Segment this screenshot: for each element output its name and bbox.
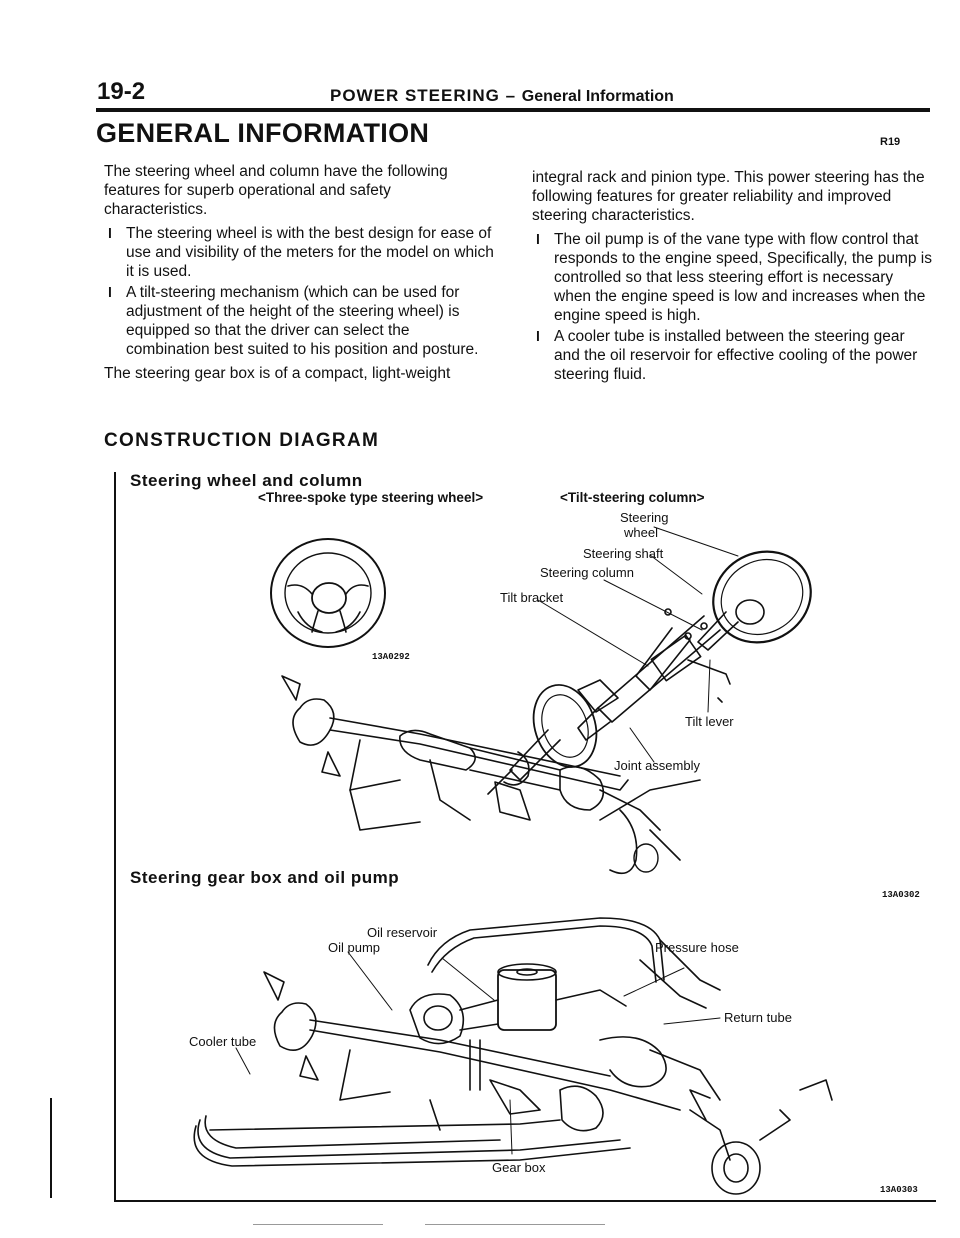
running-title-subsection: General Information	[521, 88, 674, 105]
bullet-glyph: l	[536, 231, 540, 247]
figure-code: 13A0303	[880, 1185, 918, 1195]
bullet-text: A cooler tube is installed between the steering gear and the oil reservoir for effective cooling of the power steering fluid.	[554, 328, 918, 383]
bullet-glyph: l	[536, 328, 540, 344]
label-cooler-tube: Cooler tube	[189, 1034, 257, 1049]
right-intro-paragraph: integral rack and pinion type. This power steering has the following features for greater reliability and improved steering characteristics.	[532, 169, 925, 224]
bullet-glyph: l	[108, 284, 112, 300]
left-intro-paragraph: The steering wheel and column have the following features for superb operational and safety characteristics.	[104, 163, 448, 218]
running-title-section: POWER STEERING	[330, 86, 500, 105]
diagram-subheading-gear-box-oil-pump: Steering gear box and oil pump	[130, 868, 400, 887]
figure-code: 13A0292	[372, 652, 410, 662]
label-steering-shaft: Steering shaft	[583, 546, 664, 561]
main-heading: GENERAL INFORMATION	[96, 118, 430, 148]
label-tilt-bracket: Tilt bracket	[500, 590, 564, 605]
label-gear-box: Gear box	[492, 1160, 546, 1175]
label-steering-wheel-line1: Steering	[620, 510, 669, 525]
tilt-steering-column-illustration	[488, 535, 827, 794]
bullet-text: The oil pump is of the vane type with flow control that responds to the engine speed, Specifically, the pump is controlled so that less steering effort is necessary when the engine speed is low and increases when the engine speed is high.	[554, 231, 932, 324]
label-tilt-lever: Tilt lever	[685, 714, 734, 729]
reference-code: R19	[880, 136, 901, 148]
label-oil-pump: Oil pump	[328, 940, 381, 955]
bullet-text: The steering wheel is with the best design for ease of use and visibility of the meters for the model on which it is used.	[126, 225, 494, 280]
label-oil-reservoir: Oil reservoir	[367, 925, 438, 940]
label-pressure-hose: Pressure hose	[655, 940, 739, 955]
running-title-dash: –	[505, 86, 517, 105]
caption-tilt-steering-column: <Tilt-steering column>	[560, 490, 705, 505]
label-steering-wheel-line2: wheel	[624, 525, 658, 540]
label-joint-assembly: Joint assembly	[614, 758, 700, 773]
left-closing-paragraph: The steering gear box is of a compact, light-weight	[104, 365, 451, 382]
leader-lines	[236, 527, 738, 1154]
three-spoke-steering-wheel-illustration	[271, 539, 385, 647]
page-number: 19-2	[97, 78, 146, 105]
section-heading: CONSTRUCTION DIAGRAM	[104, 430, 380, 451]
caption-three-spoke-wheel: <Three-spoke type steering wheel>	[258, 490, 484, 505]
steering-gear-rack-illustration	[282, 676, 700, 873]
bullet-glyph: l	[108, 225, 112, 241]
diagram-subheading-steering-wheel-column: Steering wheel and column	[130, 471, 363, 490]
label-return-tube: Return tube	[724, 1010, 792, 1025]
label-steering-column: Steering column	[540, 565, 634, 580]
figure-code: 13A0302	[882, 890, 920, 900]
oil-pump-gear-box-illustration	[194, 918, 832, 1194]
bullet-text: A tilt-steering mechanism (which can be used for adjustment of the height of the steering wheel) is equipped so that the driver can select the combination best suited to his position and posture.	[126, 284, 479, 358]
